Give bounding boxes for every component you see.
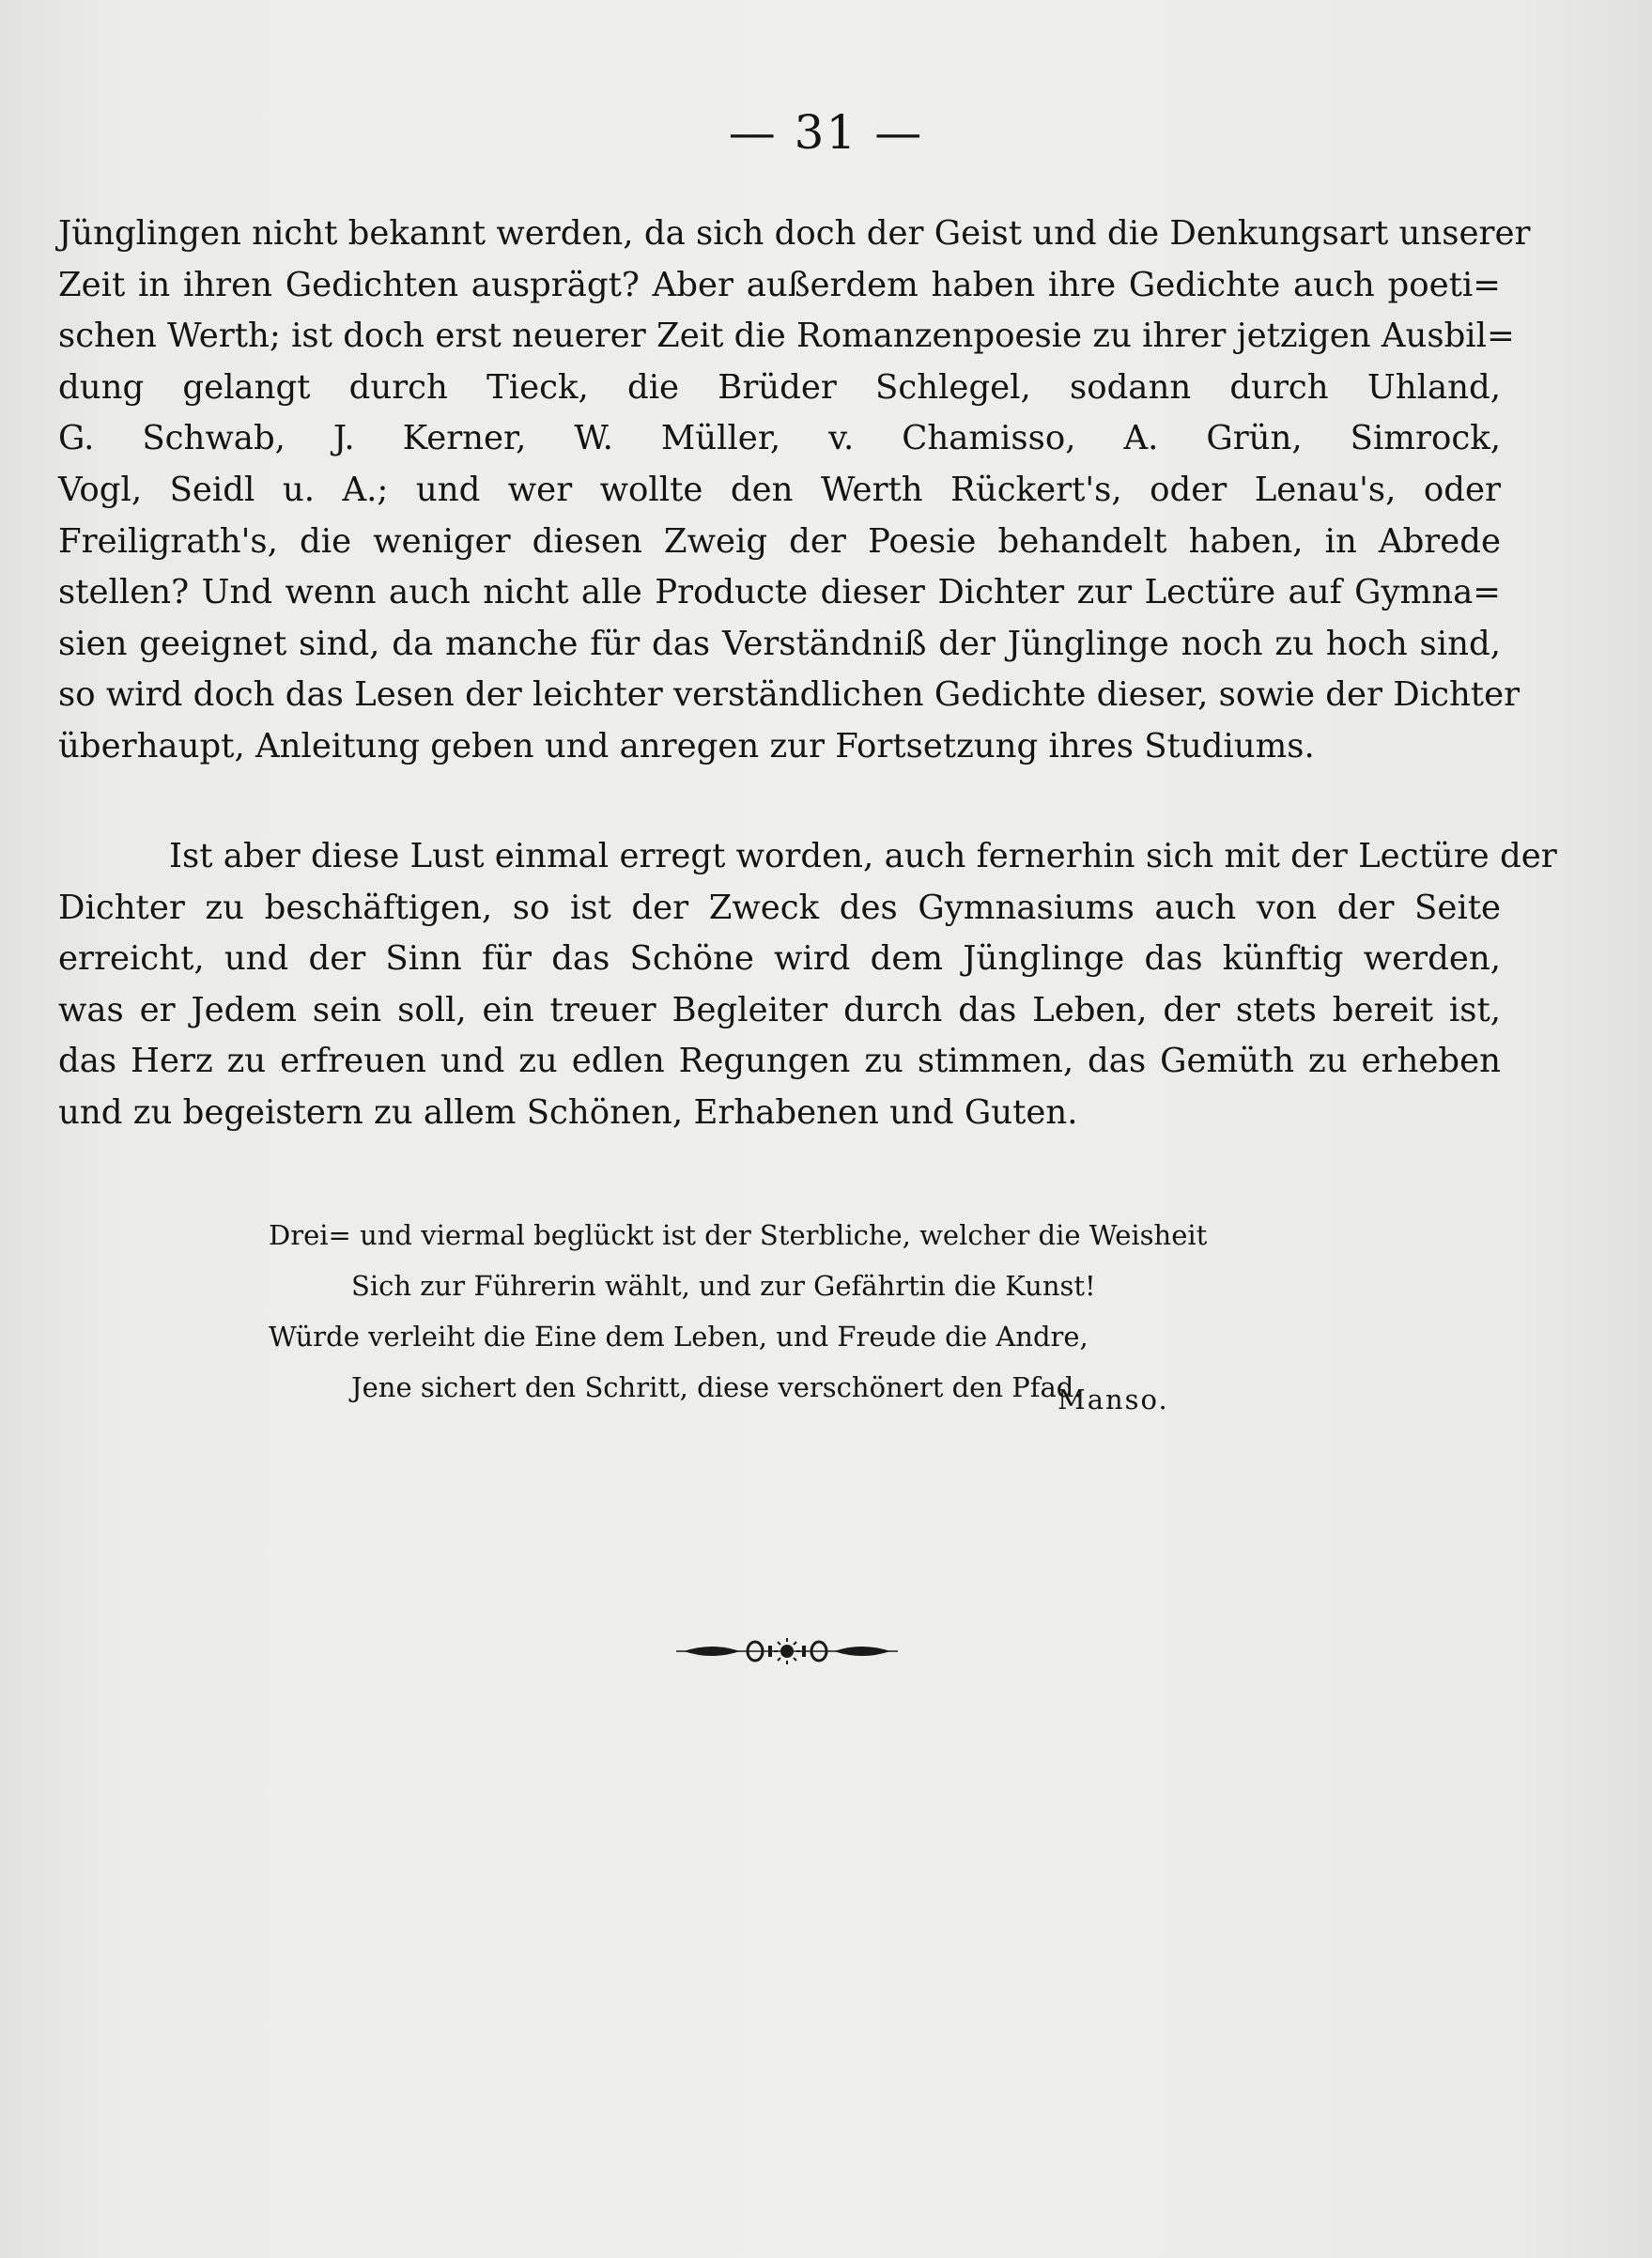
paragraph-2 [58,831,1557,1139]
poem-line: Jene sichert den Schritt, diese verschönert den Pfad. [351,1371,1083,1403]
text-line: dung gelangt durch Tieck, die Brüder Schlegel, sodann durch Uhland, [58,367,1501,407]
page-number: — 31 — [728,105,924,160]
poem-line: Sich zur Führerin wählt, und zur Gefährtin die Kunst! [351,1270,1096,1302]
poem-author: Manso. [1058,1384,1169,1415]
text-line: und zu begeistern zu allem Schönen, Erhabenen und Guten. [58,1092,1078,1132]
text-line: überhaupt, Anleitung geben und anregen zur Fortsetzung ihres Studiums. [58,726,1315,766]
text-line: das Herz zu erfreuen und zu edlen Regungen zu stimmen, das Gemüth zu erheben [58,1042,1501,1081]
text-line: Dichter zu beschäftigen, so ist der Zweck des Gymnasiums auch von der Seite [58,888,1501,927]
text-line: Jünglingen nicht bekannt werden, da sich doch der Geist und die Denkungsart unserer [58,214,1531,253]
text-line: was er Jedem sein soll, ein treuer Begleiter durch das Leben, der stets bereit ist, [58,990,1501,1029]
vignette-ornament-icon [674,1632,900,1670]
text-line: schen Werth; ist doch erst neuerer Zeit die Romanzenpoesie zu ihrer jetzigen Ausbil= [58,317,1515,356]
text-line: Zeit in ihren Gedichten ausprägt? Aber außerdem haben ihre Gedichte auch poeti= [58,265,1501,304]
text-line: erreicht, und der Sinn für das Schöne wird dem Jünglinge das künftig werden, [58,939,1501,979]
text-line: stellen? Und wenn auch nicht alle Producte dieser Dichter zur Lectüre auf Gymna= [58,573,1501,612]
text-line: Vogl, Seidl u. A.; und wer wollte den Werth Rückert's, oder Lenau's, oder [58,470,1501,509]
text-line: G. Schwab, J. Kerner, W. Müller, v. Chamisso, A. Grün, Simrock, [58,419,1501,458]
paragraph-1 [58,209,1531,773]
text-line: Freiligrath's, die weniger diesen Zweig der Poesie behandelt haben, in Abrede [58,521,1501,561]
text-line: sien geeignet sind, da manche für das Verständniß der Jünglinge noch zu hoch sind, [58,624,1501,663]
poem-quote [269,1210,1208,1413]
text-line: Ist aber diese Lust einmal erregt worden, auch fernerhin sich mit der Lectüre der [169,837,1557,875]
poem-line: Würde verleiht die Eine dem Leben, und Freude die Andre, [269,1321,1088,1353]
text-line: so wird doch das Lesen der leichter verständlichen Gedichte dieser, sowie der Dichter [58,675,1521,715]
poem-line: Drei= und viermal beglückt ist der Sterbliche, welcher die Weisheit [269,1219,1208,1251]
